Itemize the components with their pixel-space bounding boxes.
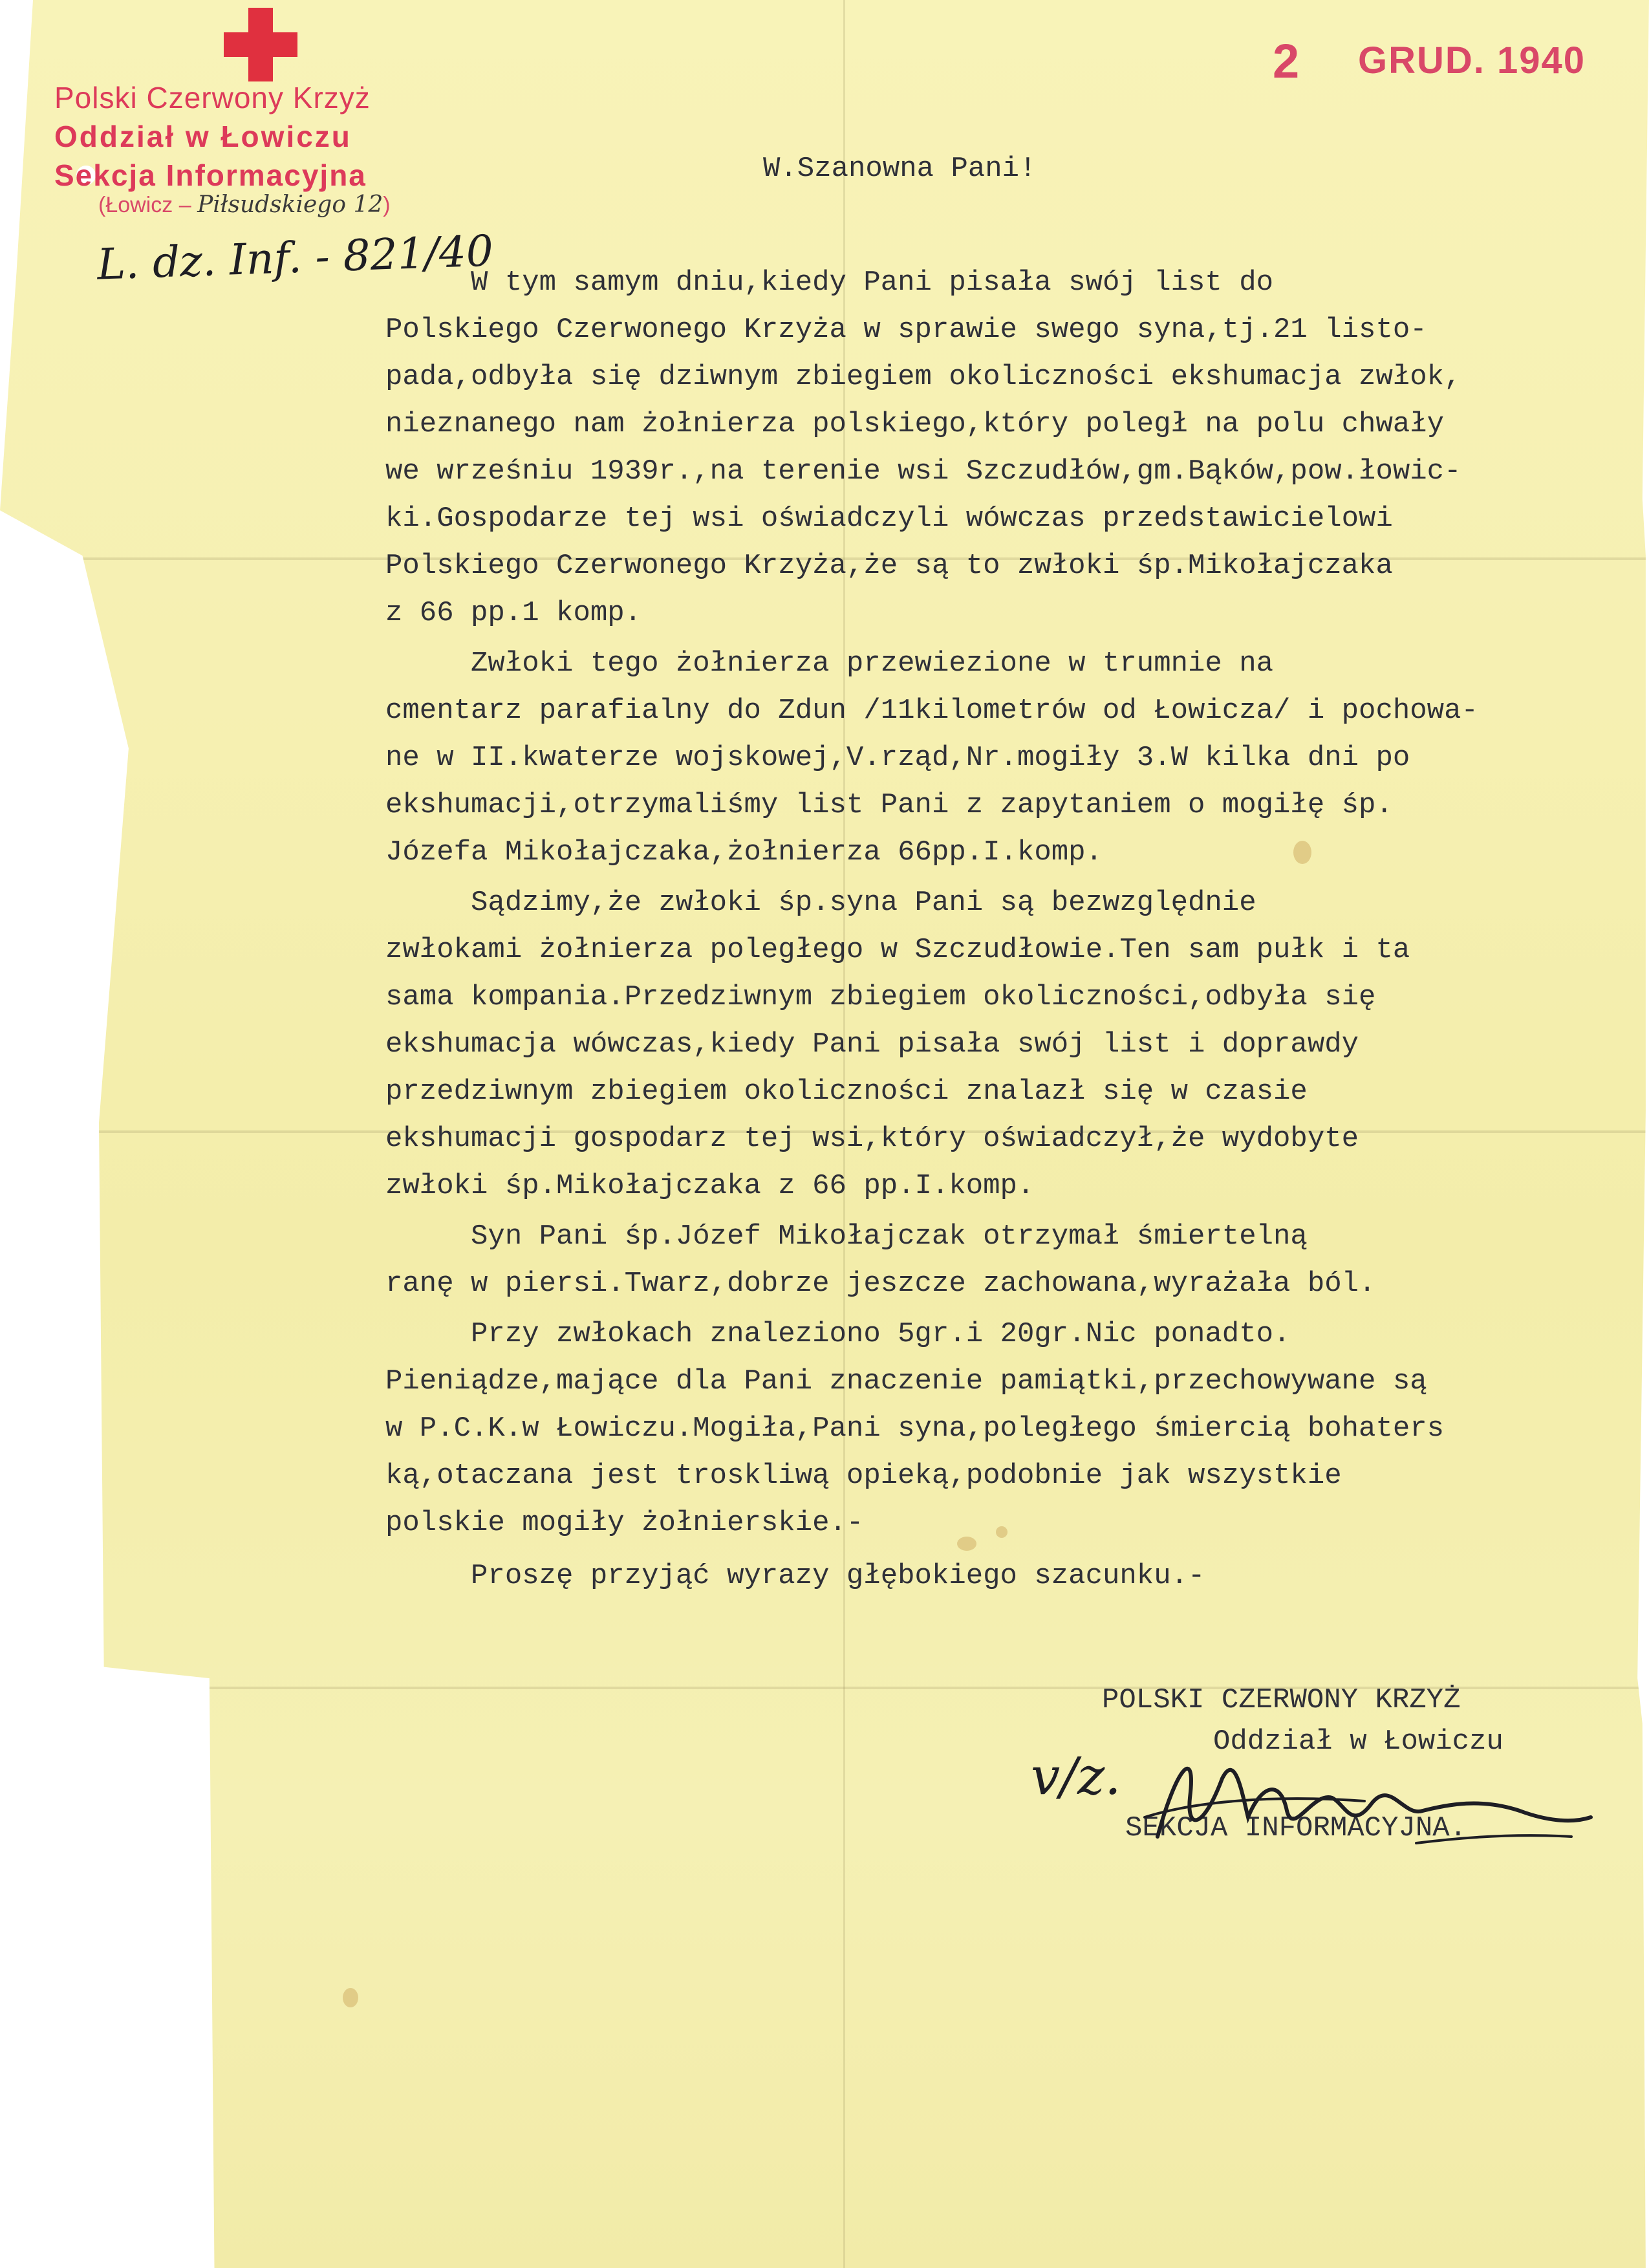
- body-line: sama kompania.Przedziwnym zbiegiem okoliczności,odbyła się: [385, 981, 1376, 1013]
- signature-org-line: POLSKI CZERWONY KRZYŻ: [1102, 1684, 1461, 1716]
- date-stamp-day: 2: [1273, 34, 1300, 88]
- salutation: W.Szanowna Pani!: [763, 153, 1037, 185]
- punch-hole: [89, 740, 105, 755]
- body-line: Pieniądze,mające dla Pani znaczenie pamiątki,przechowywane są: [385, 1365, 1427, 1398]
- closing-line: Proszę przyjąć wyrazy głębokiego szacunku.-: [385, 1560, 1205, 1592]
- stamp-address-printed: (Łowicz –: [98, 193, 198, 217]
- body-line: Zwłoki tego żołnierza przewiezione w trumnie na: [385, 647, 1274, 680]
- stamp-address-close: ): [383, 193, 391, 217]
- handwritten-signature: [1028, 1740, 1597, 1869]
- stamp-address: [98, 191, 391, 218]
- signature-prefix: v/z.: [1031, 1746, 1121, 1806]
- body-line: polskie mogiły żołnierskie.-: [385, 1507, 864, 1539]
- body-line: z 66 pp.1 komp.: [385, 597, 642, 629]
- body-line: Syn Pani śp.Józef Mikołajczak otrzymał śmiertelną: [385, 1220, 1308, 1253]
- stamp-address-handwritten: Piłsudskiego 12: [197, 191, 383, 218]
- signature-branch-line: Oddział w Łowiczu: [1213, 1725, 1503, 1758]
- body-line: ekshumacji,otrzymaliśmy list Pani z zapytaniem o mogiłę śp.: [385, 789, 1393, 821]
- body-line: ekshumacja wówczas,kiedy Pani pisała swój list i doprawdy: [385, 1028, 1359, 1061]
- body-line: zwłoki śp.Mikołajczaka z 66 pp.I.komp.: [385, 1170, 1035, 1202]
- stamp-org-section: Sekcja Informacyjna: [54, 158, 367, 192]
- signature-section-line: SEKCJA INFORMACYJNA.: [1125, 1812, 1467, 1844]
- body-line: ranę w piersi.Twarz,dobrze jeszcze zachowana,wyrażała ból.: [385, 1268, 1376, 1300]
- body-line: cmentarz parafialny do Zdun /11kilometrów od Łowicza/ i pochowa-: [385, 695, 1478, 727]
- body-line: ne w II.kwaterze wojskowej,V.rząd,Nr.mogiły 3.W kilka dni po: [385, 742, 1410, 774]
- date-stamp-month-year: GRUD. 1940: [1358, 39, 1586, 81]
- reference-number: L. dz. Inf. - 821/40: [96, 226, 495, 290]
- stain: [957, 1537, 976, 1551]
- stain: [1293, 841, 1311, 864]
- red-cross-icon: [224, 8, 297, 81]
- body-line: we wrześniu 1939r.,na terenie wsi Szczudłów,gm.Bąków,pow.łowic-: [385, 455, 1461, 488]
- body-line: Józefa Mikołajczaka,żołnierza 66pp.I.komp.: [385, 836, 1103, 869]
- stain: [996, 1526, 1008, 1538]
- body-line: Sądzimy,że zwłoki śp.syna Pani są bezwzględnie: [385, 887, 1256, 919]
- body-line: zwłokami żołnierza poległego w Szczudłowie.Ten sam pułk i ta: [385, 934, 1410, 966]
- body-line: Polskiego Czerwonego Krzyża w sprawie swego syna,tj.21 listo-: [385, 314, 1427, 346]
- body-line: pada,odbyła się dziwnym zbiegiem okoliczności ekshumacja zwłok,: [385, 361, 1461, 393]
- stain: [343, 1988, 358, 2007]
- body-line: ką,otaczana jest troskliwą opieką,podobnie jak wszystkie: [385, 1460, 1342, 1492]
- stamp-org-branch: Oddział w Łowiczu: [54, 120, 352, 153]
- body-line: Przy zwłokach znaleziono 5gr.i 20gr.Nic ponadto.: [385, 1318, 1291, 1350]
- stamp-org-name: Polski Czerwony Krzyż: [54, 81, 371, 114]
- body-line: ki.Gospodarze tej wsi oświadczyli wówczas przedstawicielowi: [385, 502, 1393, 535]
- body-line: W tym samym dniu,kiedy Pani pisała swój list do: [385, 266, 1274, 299]
- body-line: w P.C.K.w Łowiczu.Mogiła,Pani syna,poległego śmiercią bohaters: [385, 1412, 1445, 1445]
- body-line: ekshumacji gospodarz tej wsi,który oświadczył,że wydobyte: [385, 1123, 1359, 1155]
- body-line: przedziwnym zbiegiem okoliczności znalazł się w czasie: [385, 1075, 1308, 1108]
- body-line: nieznanego nam żołnierza polskiego,który poległ na polu chwały: [385, 408, 1445, 440]
- body-line: Polskiego Czerwonego Krzyża,że są to zwłoki śp.Mikołajczaka: [385, 550, 1393, 582]
